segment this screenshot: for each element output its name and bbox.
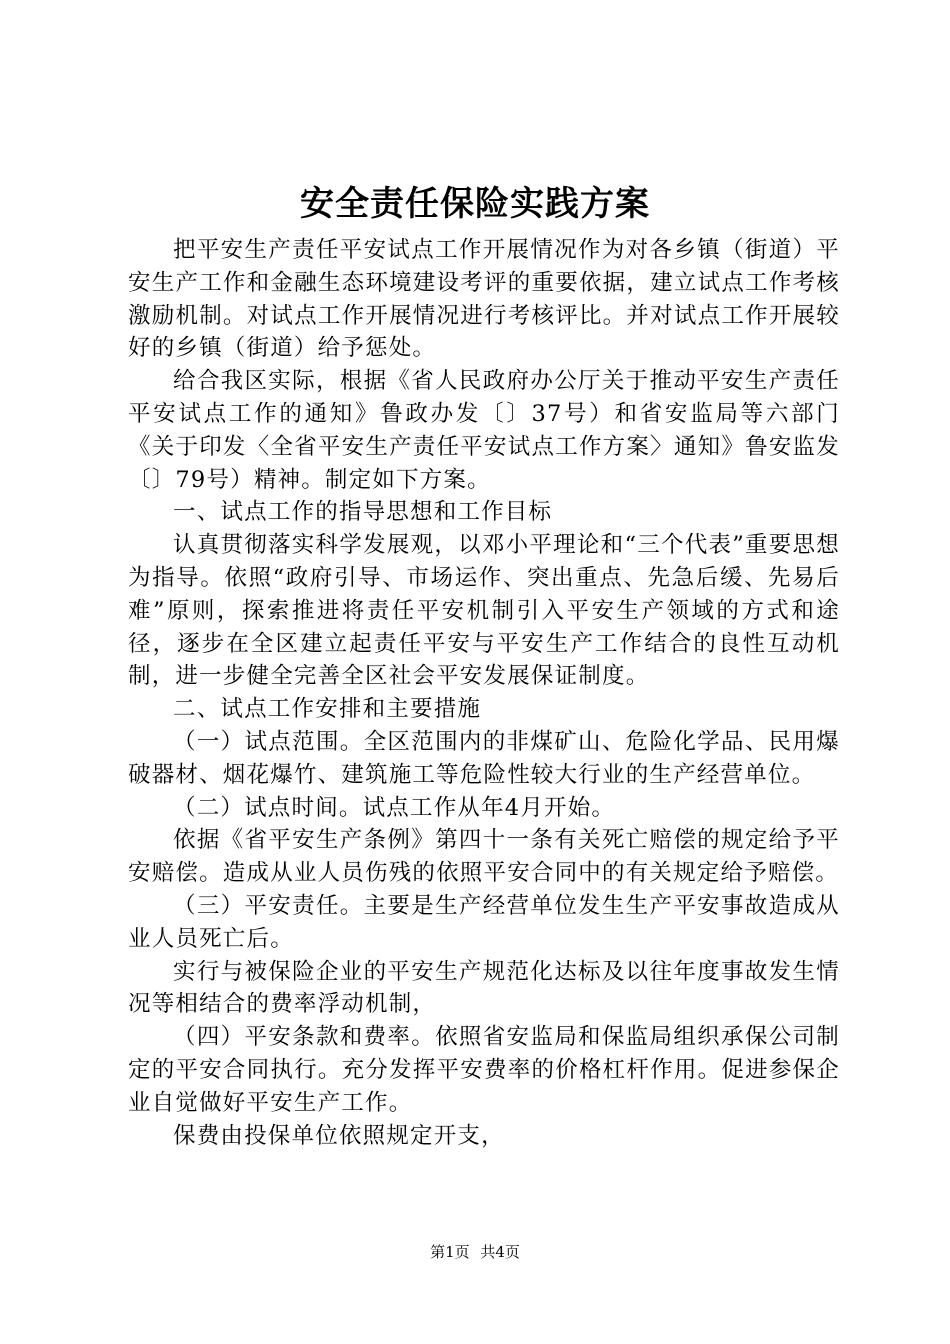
paragraph: 实行与被保险企业的平安生产规范化达标及以往年度事故发生情况等相结合的费率浮动机制， bbox=[128, 958, 840, 1018]
document-body bbox=[128, 234, 840, 1152]
paragraph: 把平安生产责任平安试点工作开展情况作为对各乡镇（街道）平安生产工作和金融生态环境建设考评的重要依据，建立试点工作考核激励机制。对试点工作开展情况进行考核评比。并对试点工作开展较好的乡镇（街道）给予惩处。 bbox=[128, 237, 840, 362]
document-title: 安全责任保险实践方案 bbox=[300, 184, 650, 224]
page-footer bbox=[0, 1242, 950, 1262]
paragraph: 给合我区实际，根据《省人民政府办公厅关于推动平安生产责任平安试点工作的通知》鲁政办发〔〕37号）和省安监局等六部门《关于印发〈全省平安生产责任平安试点工作方案〉通知》鲁安监发〔〕79号）精神。制定如下方案。 bbox=[128, 368, 840, 493]
paragraph: 依据《省平安生产条例》第四十一条有关死亡赔偿的规定给予平安赔偿。造成从业人员伤残的依照平安合同中的有关规定给予赔偿。 bbox=[128, 827, 840, 887]
paragraph: （一）试点范围。全区范围内的非煤矿山、危险化学品、民用爆破器材、烟花爆竹、建筑施工等危险性较大行业的生产经营单位。 bbox=[128, 728, 840, 788]
total-page-count: 共4页 bbox=[480, 1243, 520, 1261]
section-heading: 一、试点工作的指导思想和工作目标 bbox=[173, 499, 553, 526]
paragraph: （二）试点时间。试点工作从年4月开始。 bbox=[173, 794, 616, 821]
paragraph: 认真贯彻落实科学发展观，以邓小平理论和“三个代表”重要思想为指导。依照“政府引导、市场运作、突出重点、先急后缓、先易后难”原则，探索推进将责任平安机制引入平安生产领域的方式和途径，逐步在全区建立起责任平安与平安生产工作结合的良性互动机制，进一步健全完善全区社会平安发展保证制度。 bbox=[128, 532, 840, 690]
paragraph: （三）平安责任。主要是生产经营单位发生生产平安事故造成从业人员死亡后。 bbox=[128, 892, 840, 952]
section-heading: 二、试点工作安排和主要措施 bbox=[173, 696, 482, 723]
paragraph: 保费由投保单位依照规定开支， bbox=[173, 1122, 505, 1149]
paragraph: （四）平安条款和费率。依照省安监局和保监局组织承保公司制定的平安合同执行。充分发挥平安费率的价格杠杆作用。促进参保企业自觉做好平安生产工作。 bbox=[128, 1024, 840, 1116]
current-page-number: 第1页 bbox=[430, 1243, 470, 1261]
